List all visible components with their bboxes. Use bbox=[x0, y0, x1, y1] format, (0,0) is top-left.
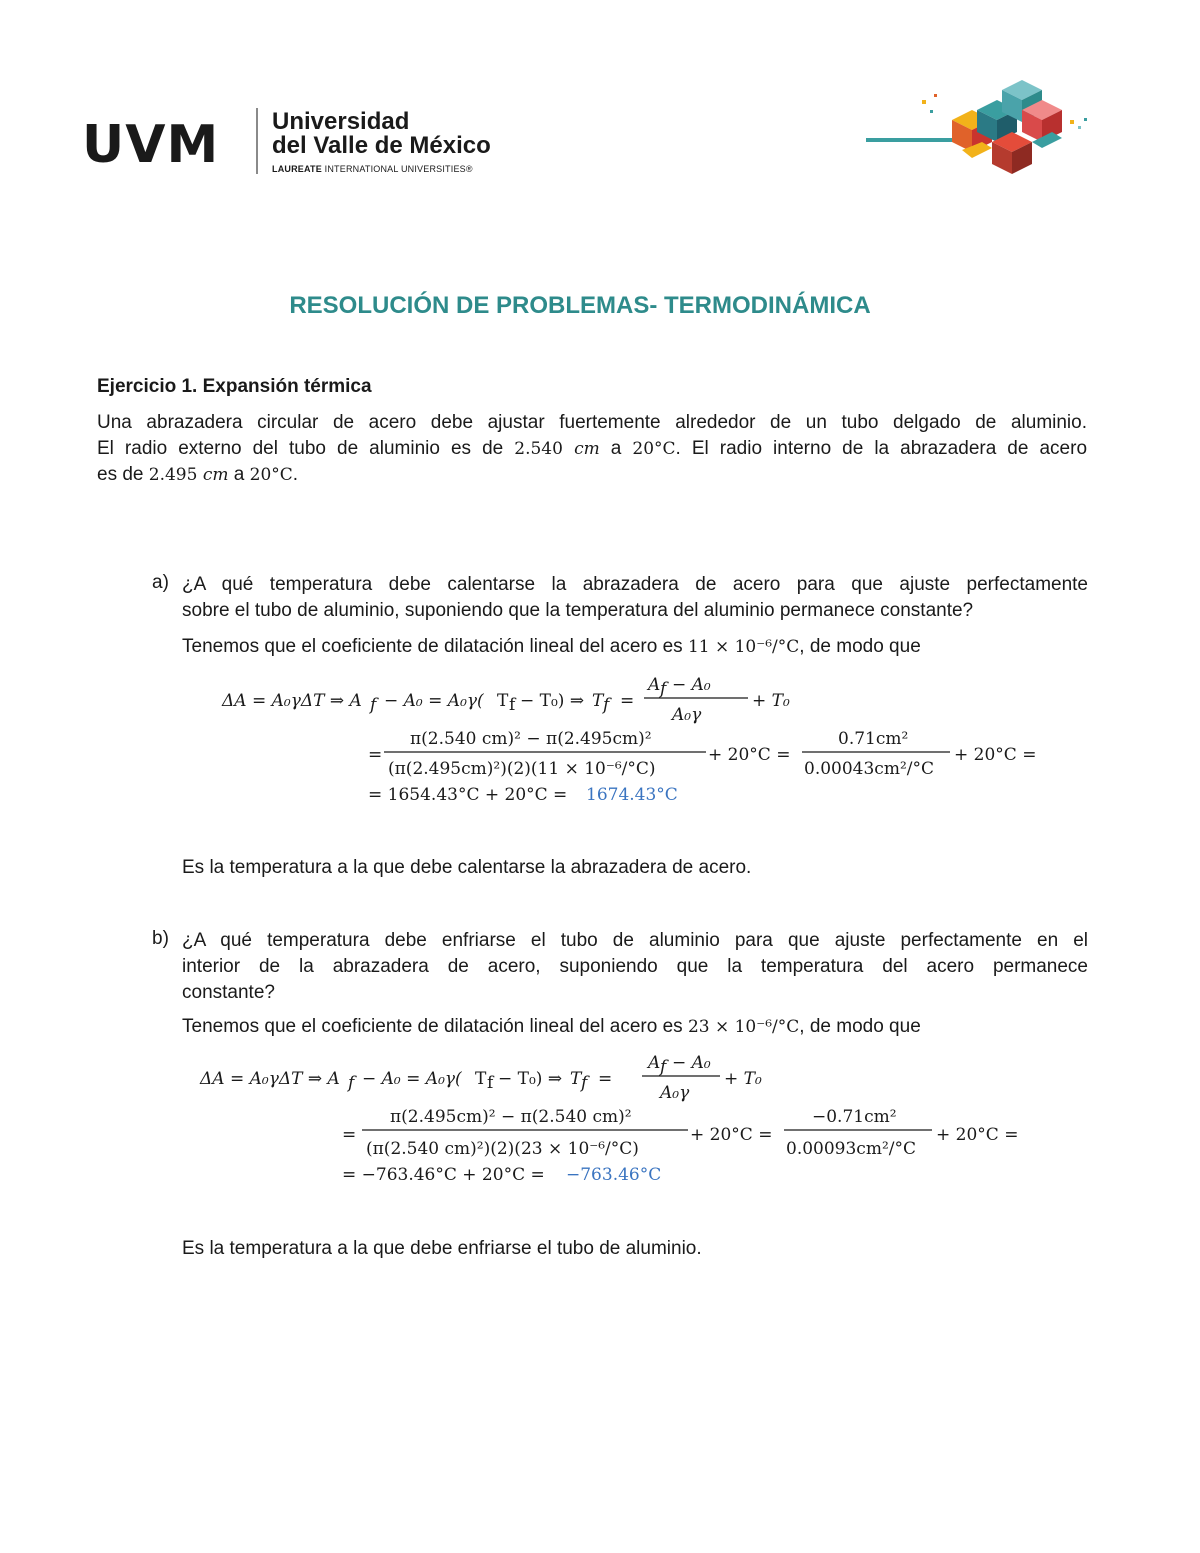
svg-text:A: A bbox=[648, 675, 661, 695]
svg-text:− A₀: − A₀ bbox=[672, 1053, 711, 1073]
svg-text:=: = bbox=[342, 1125, 357, 1145]
svg-text:f: f bbox=[487, 1073, 494, 1093]
svg-text:T: T bbox=[570, 1069, 582, 1089]
svg-text:T: T bbox=[497, 691, 509, 711]
page-title: RESOLUCIÓN DE PROBLEMAS- TERMODINÁMICA bbox=[289, 292, 871, 319]
svg-text:f: f bbox=[660, 679, 667, 699]
svg-text:+ 20°C =: + 20°C = bbox=[936, 1125, 1019, 1145]
part-a-label: a) bbox=[152, 572, 169, 593]
svg-text:− A₀ = A₀γ(: − A₀ = A₀γ( bbox=[362, 1069, 462, 1089]
part-b-fraction-denominator-2: 0.00093cm²/°C bbox=[786, 1139, 916, 1159]
part-b-question-line-1: ¿A qué temperatura debe enfriarse el tubo de aluminio para que ajuste perfectamente en el bbox=[182, 930, 1088, 951]
part-a-fraction-denominator: (π(2.495cm)²)(2)(11 × 10⁻⁶/°C) bbox=[388, 759, 656, 779]
university-name-line1: Universidad bbox=[272, 108, 410, 135]
svg-text:+ T₀: + T₀ bbox=[724, 1069, 762, 1089]
part-b-question-line-2: interior de la abrazadera de acero, suponiendo que la temperatura del acero permanece bbox=[182, 956, 1088, 977]
uvm-logo bbox=[82, 118, 242, 166]
svg-text:=: = bbox=[598, 1069, 613, 1089]
svg-text:T: T bbox=[592, 691, 604, 711]
part-b-fraction-numerator: π(2.495cm)² − π(2.540 cm)² bbox=[390, 1107, 632, 1127]
svg-text:f: f bbox=[509, 695, 516, 715]
svg-text:f: f bbox=[581, 1073, 588, 1093]
part-a-line3: = 1654.43°C + 20°C = bbox=[368, 785, 568, 805]
part-b-conclusion: Es la temperatura a la que debe enfriarse el tubo de aluminio. bbox=[182, 1238, 702, 1259]
part-a-fraction-denominator-2: 0.00043cm²/°C bbox=[804, 759, 934, 779]
university-network-line: LAUREATE INTERNATIONAL UNIVERSITIES® bbox=[272, 164, 473, 174]
cubes-decoration-icon bbox=[862, 80, 1092, 180]
svg-text:A₀γ: A₀γ bbox=[672, 705, 702, 725]
svg-text:− T₀) ⇒: − T₀) ⇒ bbox=[498, 1069, 563, 1089]
intro-line-2: El radio externo del tubo de aluminio es de 2.540 cm a 20°C. El radio interno de la abrazadera de acero bbox=[97, 438, 1088, 459]
part-a-fraction-numerator-2: 0.71cm² bbox=[838, 729, 909, 749]
logo-divider bbox=[256, 108, 258, 174]
svg-text:+ 20°C =: + 20°C = bbox=[954, 745, 1037, 765]
svg-text:T: T bbox=[475, 1069, 487, 1089]
part-b-question-line-3: constante? bbox=[182, 982, 275, 1003]
intro-line-1: Una abrazadera circular de acero debe ajustar fuertemente alrededor de un tubo delgado de aluminio. bbox=[97, 412, 1087, 433]
part-b-result: −763.46°C bbox=[566, 1165, 662, 1185]
part-a-conclusion: Es la temperatura a la que debe calentarse la abrazadera de acero. bbox=[182, 857, 752, 878]
part-a-question-line-1: ¿A qué temperatura debe calentarse la abrazadera de acero para que ajuste perfectamente bbox=[182, 574, 1088, 595]
svg-text:+ 20°C =: + 20°C = bbox=[690, 1125, 773, 1145]
svg-text:ΔA = A₀γΔT ⇒ A: ΔA = A₀γΔT ⇒ A bbox=[200, 1069, 340, 1089]
university-name-line2: del Valle de México bbox=[272, 132, 491, 159]
svg-text:UVM: UVM bbox=[82, 118, 220, 166]
svg-text:+ 20°C =: + 20°C = bbox=[708, 745, 791, 765]
part-b-line3: = −763.46°C + 20°C = bbox=[342, 1165, 545, 1185]
part-a-coefficient-text: Tenemos que el coeficiente de dilatación lineal del acero es 11 × 10⁻⁶/°C, de modo que bbox=[182, 636, 921, 657]
svg-text:− A₀ = A₀γ(: − A₀ = A₀γ( bbox=[384, 691, 484, 711]
svg-text:− A₀: − A₀ bbox=[672, 675, 711, 695]
svg-text:f: f bbox=[370, 695, 377, 715]
exercise-heading: Ejercicio 1. Expansión térmica bbox=[97, 376, 372, 397]
svg-text:f: f bbox=[348, 1073, 355, 1093]
part-a-fraction-numerator: π(2.540 cm)² − π(2.495cm)² bbox=[410, 729, 652, 749]
part-b-fraction-numerator-2: −0.71cm² bbox=[812, 1107, 897, 1127]
svg-text:f: f bbox=[603, 695, 610, 715]
svg-text:=: = bbox=[620, 691, 635, 711]
svg-text:f: f bbox=[660, 1057, 667, 1077]
part-a-result: 1674.43°C bbox=[586, 785, 678, 805]
intro-line-3: es de 2.495 cm a 20°C. bbox=[97, 464, 299, 485]
svg-text:− T₀) ⇒: − T₀) ⇒ bbox=[520, 691, 585, 711]
svg-text:=: = bbox=[368, 745, 383, 765]
svg-text:ΔA = A₀γΔT ⇒ A: ΔA = A₀γΔT ⇒ A bbox=[222, 691, 362, 711]
part-b-label: b) bbox=[152, 928, 169, 949]
part-b-coefficient-text: Tenemos que el coeficiente de dilatación lineal del acero es 23 × 10⁻⁶/°C, de modo que bbox=[182, 1016, 921, 1037]
svg-text:A₀γ: A₀γ bbox=[660, 1083, 690, 1103]
svg-text:+ T₀: + T₀ bbox=[752, 691, 790, 711]
svg-text:A: A bbox=[648, 1053, 661, 1073]
part-b-fraction-denominator: (π(2.540 cm)²)(2)(23 × 10⁻⁶/°C) bbox=[366, 1139, 639, 1159]
part-a-question-line-2: sobre el tubo de aluminio, suponiendo que la temperatura del aluminio permanece constante? bbox=[182, 600, 974, 621]
